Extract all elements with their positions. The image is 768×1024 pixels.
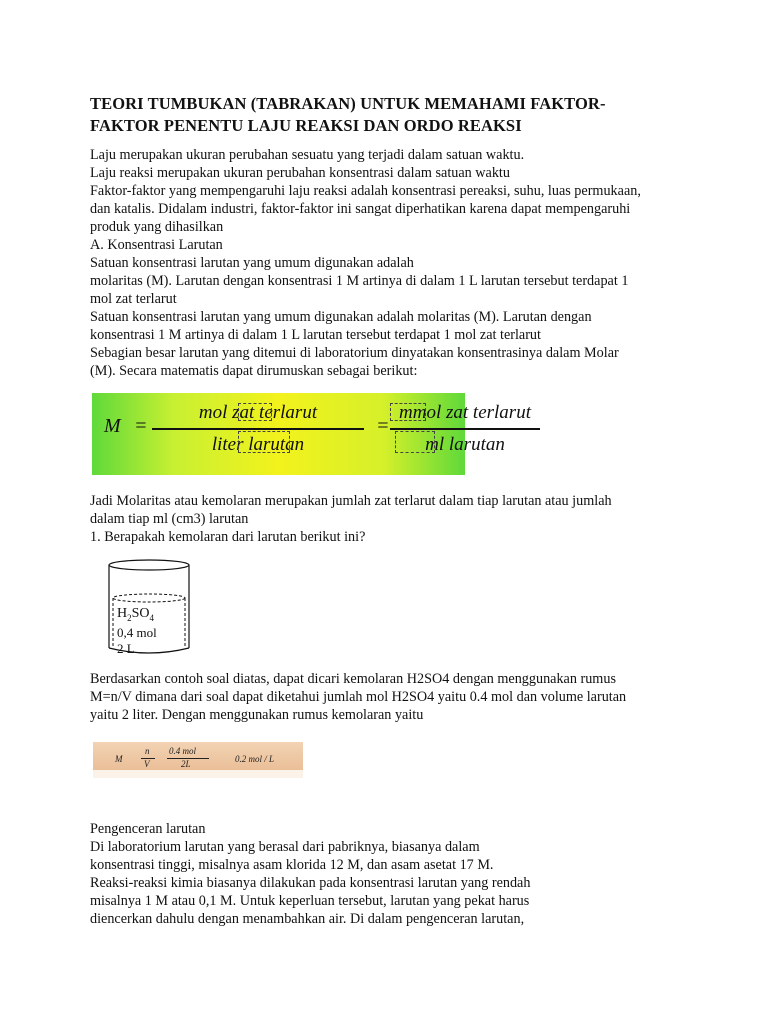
text-line: Di laboratorium larutan yang berasal dari pabriknya, biasanya dalam [90, 839, 480, 855]
formula-denominator-2: ml larutan [425, 433, 505, 455]
text-line: Faktor-faktor yang mempengaruhi laju reaksi adalah konsentrasi pereaksi, suhu, luas permukaan, [90, 183, 641, 199]
text-line: yaitu 2 liter. Dengan menggunakan rumus kemolaran yaitu [90, 707, 424, 723]
text-line: konsentrasi 1 M artinya di dalam 1 L larutan tersebut terdapat 1 mol zat terlarut [90, 327, 541, 343]
dotted-annotation-box [238, 403, 272, 421]
calc-result: 0.2 mol / L [235, 754, 275, 764]
section-heading: Pengenceran larutan [90, 821, 206, 837]
formula-numerator-1: mol zat terlarut [198, 402, 318, 423]
formula-numerator-2: mmol zat terlarut [399, 402, 531, 423]
text-line: Jadi Molaritas atau kemolaran merupakan jumlah zat terlarut dalam tiap larutan atau jumlah [90, 493, 612, 509]
text-line: produk yang dihasilkan [90, 219, 224, 235]
calc-n: n [145, 746, 150, 756]
beaker-illustration [106, 558, 192, 656]
dotted-annotation-box [238, 431, 290, 453]
text-line: dalam tiap ml (cm3) larutan [90, 511, 249, 527]
calc-v: V [144, 759, 150, 769]
question-line: 1. Berapakah kemolaran dari larutan berikut ini? [90, 529, 366, 545]
mol-label: 0,4 mol [117, 625, 157, 640]
calc-denominator: 2L [181, 759, 191, 769]
text-line: Laju merupakan ukuran perubahan sesuatu yang terjadi dalam satuan waktu. [90, 147, 525, 163]
image-bottom-strip [93, 770, 303, 778]
molarity-formula-image [92, 393, 531, 475]
document-title [90, 93, 690, 137]
text-line: Satuan konsentrasi larutan yang umum digunakan adalah [90, 255, 414, 271]
text-line: (M). Secara matematis dapat dirumuskan sebagai berikut: [90, 363, 418, 379]
text-line: M=n/V dimana dari soal dapat diketahui jumlah mol H2SO4 yaitu 0.4 mol dan volume larutan [90, 689, 627, 705]
text-line: konsentrasi tinggi, misalnya asam klorida 12 M, dan asam asetat 17 M. [90, 857, 494, 873]
title-line-1: TEORI TUMBUKAN (TABRAKAN) UNTUK MEMAHAMI FAKTOR- [90, 94, 606, 113]
formula-equals: = [134, 415, 148, 437]
text-line: Berdasarkan contoh soal diatas, dapat dicari kemolaran H2SO4 dengan menggunakan rumus [90, 671, 616, 687]
fraction-bar [152, 428, 364, 430]
calc-numerator: 0.4 mol [169, 746, 196, 756]
text-line: diencerkan dahulu dengan menambahkan air. Di dalam pengenceran larutan, [90, 911, 525, 927]
dotted-annotation-box [395, 431, 435, 453]
volume-label: 2 L [117, 641, 135, 656]
text-line: misalnya 1 M atau 0,1 M. Untuk keperluan tersebut, larutan yang pekat harus [90, 893, 530, 909]
molarity-calculation-image [93, 742, 303, 778]
title-line-2: FAKTOR PENENTU LAJU REAKSI DAN ORDO REAKSI [90, 116, 522, 135]
text-line: mol zat terlarut [90, 291, 177, 307]
fraction-bar [390, 428, 540, 430]
text-line: Satuan konsentrasi larutan yang umum digunakan adalah molaritas (M). Larutan dengan [90, 309, 592, 325]
text-line: Sebagian besar larutan yang ditemui di laboratorium dinyatakan konsentrasinya dalam Molar [90, 345, 619, 361]
compound-label: $H_2SO_4$ [117, 606, 155, 623]
formula-lhs: M [104, 415, 121, 437]
text-line: Laju reaksi merupakan ukuran perubahan konsentrasi dalam satuan waktu [90, 165, 510, 181]
formula-equals: = [376, 415, 390, 437]
text-line: dan katalis. Didalam industri, faktor-faktor ini sangat diperhatikan karena dapat mempengaruhi [90, 201, 631, 217]
text-line: Reaksi-reaksi kimia biasanya dilakukan pada konsentrasi larutan yang rendah [90, 875, 531, 891]
dotted-annotation-box [390, 403, 426, 421]
text-line: molaritas (M). Larutan dengan konsentrasi 1 M artinya di dalam 1 L larutan tersebut terdapat 1 [90, 273, 629, 289]
calc-lhs: M [115, 754, 123, 764]
formula-denominator-1: liter larutan [211, 433, 305, 455]
section-heading: A. Konsentrasi Larutan [90, 237, 223, 253]
